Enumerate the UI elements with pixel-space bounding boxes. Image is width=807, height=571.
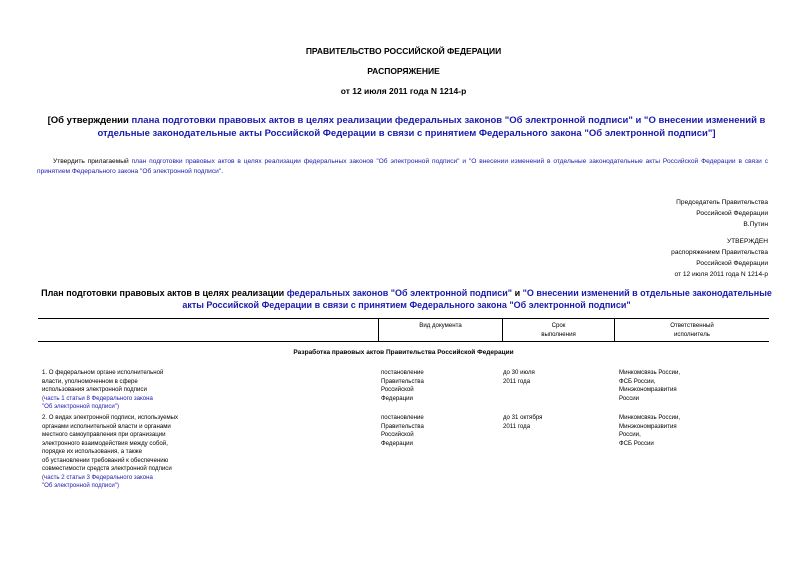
row-text-line: органами исполнительной власти и органами xyxy=(42,422,171,430)
row-responsible-line: Минкомсвязь России, xyxy=(619,414,681,421)
row-deadline-line: 2011 года xyxy=(503,422,531,430)
row-doc-type-line: Правительства xyxy=(381,377,424,385)
government-heading: ПРАВИТЕЛЬСТВО РОССИЙСКОЙ ФЕДЕРАЦИИ xyxy=(305,46,502,56)
plan-title xyxy=(34,287,779,311)
title-prefix: [Об утверждении xyxy=(47,115,132,126)
row-doc-type-cell xyxy=(381,414,491,448)
order-type-heading: РАСПОРЯЖЕНИЕ xyxy=(367,66,440,76)
plan-title-link-2[interactable]: "О внесении изменений в отдельные законодательные акты Российской Федерации в связи с принятием Федерального закона "Об электронной подписи" xyxy=(182,288,772,310)
signature-position: Председатель Правительства xyxy=(676,199,768,206)
row-doc-type-cell xyxy=(381,369,491,403)
row-deadline-line: 2011 года xyxy=(503,377,531,385)
row-text-line: 2. О видах электронной подписи, используемых xyxy=(42,414,179,421)
row-responsible-line: Минэкономразвития xyxy=(619,422,677,430)
approval-country: Российской Федерации xyxy=(696,260,768,267)
row-responsible-cell xyxy=(619,414,759,448)
plan-title-prefix: План подготовки правовых актов в целях реализации xyxy=(41,288,287,298)
row-doc-type-line: постановление xyxy=(381,369,424,376)
header-item-column xyxy=(38,319,378,341)
row-responsible-line: России, xyxy=(619,431,641,438)
document-title xyxy=(34,114,779,140)
row-doc-type-line: Федерации xyxy=(381,439,413,447)
row-doc-type-line: Российской xyxy=(381,431,414,438)
plan-title-middle: и xyxy=(512,288,523,298)
header-doc-type-label: Вид документа xyxy=(419,322,462,329)
law-reference-link[interactable]: (часть 2 статьи 3 Федерального закона xyxy=(42,473,153,481)
row-doc-type-line: Российской xyxy=(381,386,414,393)
order-date-number: от 12 июля 2011 года N 1214-р xyxy=(340,86,467,96)
law-reference-link[interactable]: (часть 1 статьи 8 Федерального закона xyxy=(42,394,153,402)
row-item-cell xyxy=(42,414,372,491)
row-responsible-line: ФСБ России, xyxy=(619,377,656,385)
header-responsible-line2: исполнитель xyxy=(674,330,710,338)
row-deadline-cell xyxy=(503,414,603,431)
signature-name: В.Путин xyxy=(743,221,768,228)
law-reference-link[interactable]: "Об электронной подписи") xyxy=(42,482,119,489)
approval-label: УТВЕРЖДЕН xyxy=(726,238,768,245)
row-doc-type-line: Правительства xyxy=(381,422,424,430)
row-responsible-line: ФСБ России xyxy=(619,439,654,447)
row-text-line: власти, уполномоченном в сфере xyxy=(42,377,138,385)
row-text-line: использования электронной подписи xyxy=(42,386,147,393)
law-reference-link[interactable]: "Об электронной подписи") xyxy=(42,403,119,410)
row-doc-type-line: Федерации xyxy=(381,394,413,402)
row-text-line: об установлении требований к обеспечению xyxy=(42,456,169,464)
approval-date: от 12 июля 2011 года N 1214-р xyxy=(674,271,768,278)
approve-suffix: . xyxy=(221,168,224,175)
row-doc-type-line: постановление xyxy=(381,414,424,421)
row-text-line: совместимости средств электронной подписи xyxy=(42,465,172,472)
header-deadline-line2: выполнения xyxy=(541,330,576,338)
title-plan-link[interactable]: плана подготовки правовых актов в целях реализации федеральных законов "Об электронной подписи" и "О внесении изменений в отдельные законодательные акты Российской Федерации в связи с принятием Федерального закона "Об электронной подписи"] xyxy=(97,115,766,139)
row-responsible-line: России xyxy=(619,394,640,402)
row-text-line: порядке их использования, а также xyxy=(42,448,143,455)
signature-country: Российской Федерации xyxy=(696,210,768,217)
row-text-line: местного самоуправления при организации xyxy=(42,431,166,438)
row-deadline-cell xyxy=(503,369,603,386)
signature-block xyxy=(540,197,768,230)
approve-prefix: Утвердить прилагаемый xyxy=(53,158,132,165)
row-deadline-line: до 31 октября xyxy=(503,414,543,421)
row-text-line: 1. О федеральном органе исполнительной xyxy=(42,369,164,376)
approval-by: распоряжением Правительства xyxy=(671,249,768,256)
header-responsible-line1: Ответственный xyxy=(670,322,714,329)
approve-paragraph xyxy=(37,157,768,177)
row-deadline-line: до 30 июля xyxy=(503,369,535,376)
row-responsible-line: Минкомсвязь России, xyxy=(619,369,681,376)
section-heading: Разработка правовых актов Правительства Российской Федерации xyxy=(293,349,514,356)
approve-plan-link[interactable]: план подготовки правовых актов в целях реализации федеральных законов "Об электронной подписи" и "О внесении изменений в отдельные законодательные акты Российской Федерации в связи с принятием Федерального закона "Об электронной подписи" xyxy=(37,158,768,175)
table-header xyxy=(38,318,769,342)
plan-title-link-1[interactable]: федеральных законов "Об электронной подписи" xyxy=(286,288,513,298)
row-item-cell xyxy=(42,369,372,412)
header-deadline xyxy=(502,319,614,341)
row-text-line: электронного взаимодействия между собой, xyxy=(42,439,168,447)
row-responsible-cell xyxy=(619,369,759,403)
row-responsible-line: Минэкономразвития xyxy=(619,386,677,393)
header-deadline-line1: Срок xyxy=(551,322,566,329)
header-doc-type xyxy=(378,319,502,341)
header-responsible xyxy=(614,319,769,341)
approval-block xyxy=(540,236,768,280)
